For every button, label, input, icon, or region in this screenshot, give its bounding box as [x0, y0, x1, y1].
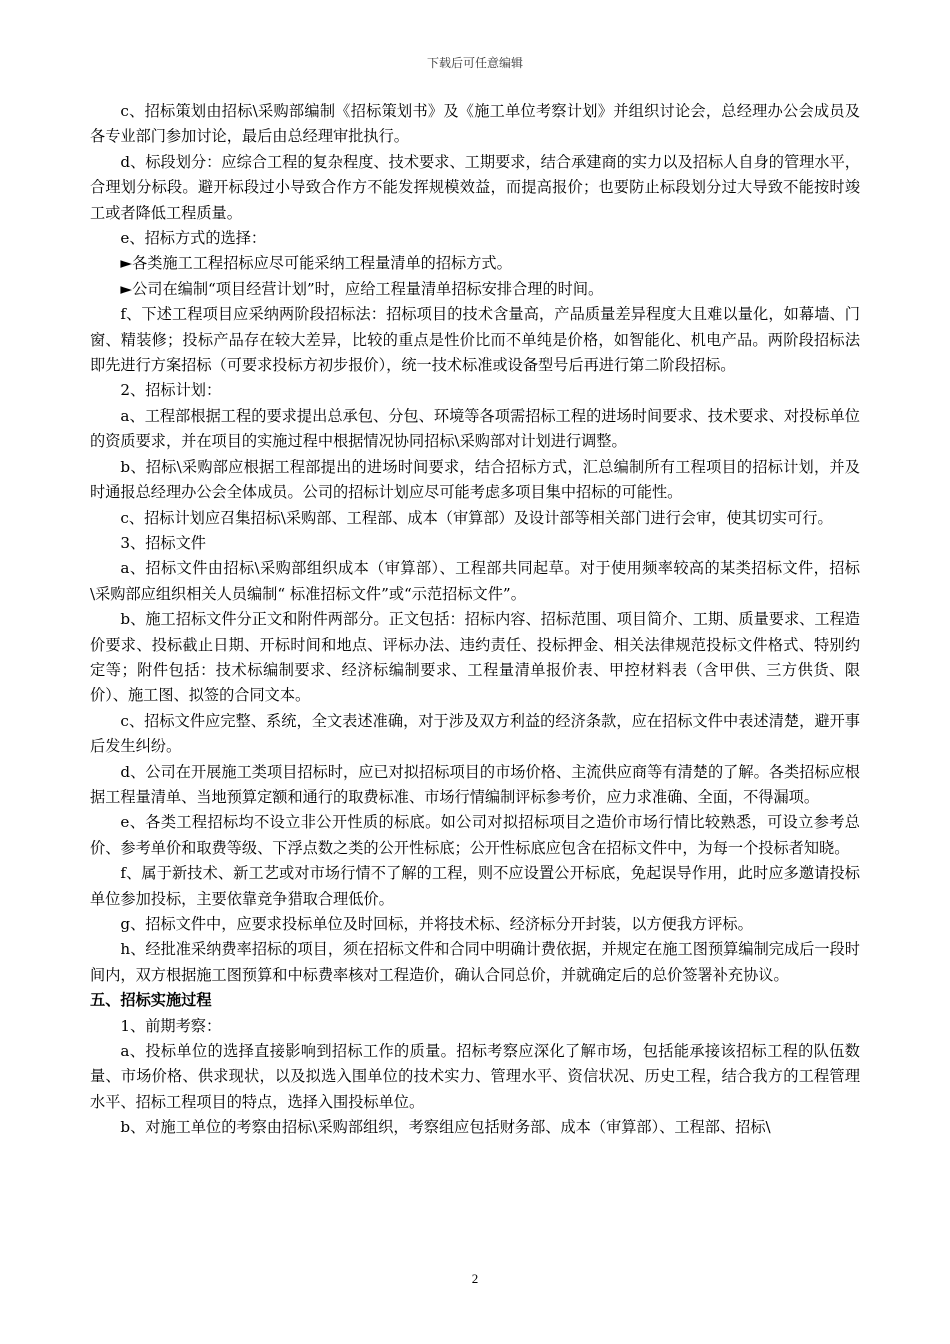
- paragraph: g、招标文件中，应要求投标单位及时回标，并将技术标、经济标分开封装，以方便我方评标。: [120, 915, 753, 933]
- paragraph: b、施工招标文件分正文和附件两部分。正文包括：招标内容、招标范围、项目简介、工期、质量要求、工程造价要求、投标截止日期、开标时间和地点、评标办法、违约责任、投标押金、相关法律规范投标文件格式、特别约定等；附件包括：技术标编制要求、经济标编制要求、工程量清单报价表、甲控材料表（含甲供、三方供货、限价）、施工图、拟签的合同文本。: [90, 610, 860, 705]
- page-header: 下载后可任意编辑: [426, 56, 523, 70]
- bullet-item: ►公司在编制“项目经营计划”时，应给工程量清单招标安排合理的时间。: [120, 279, 604, 298]
- paragraph: h、经批准采纳费率招标的项目，须在招标文件和合同中明确计费依据，并规定在施工图预算编制完成后一段时间内，双方根据施工图预算和中标费率核对工程造价，确认合同总价，并就确定后的总价签署补充协议。: [90, 940, 860, 984]
- subsection-title: 3、招标文件: [120, 533, 206, 552]
- paragraph: c、招标文件应完整、系统，全文表述准确，对于涉及双方利益的经济条款，应在招标文件中表述清楚，避开事后发生纠纷。: [90, 711, 860, 756]
- paragraph: d、公司在开展施工类项目招标时，应已对拟招标项目的市场价格、主流供应商等有清楚的了解。各类招标应根据工程量清单、当地预算定额和通行的取费标准、市场行情编制评标参考价，应力求准确、全面，不得漏项。: [90, 762, 860, 806]
- subsection-title: 2、招标计划：: [120, 381, 222, 400]
- paragraph: c、招标策划由招标\采购部编制《招标策划书》及《施工单位考察计划》并组织讨论会，总经理办公会成员及各专业部门参加讨论，最后由总经理审批执行。: [90, 102, 860, 146]
- paragraph: e、各类工程招标均不设立非公开性质的标底。如公司对拟招标项目之造价市场行情比较熟悉，可设立参考总价、参考单价和取费等级、下浮点数之类的公开性标底；公开性标底应包含在招标文件中，为每一个投标者知晓。: [90, 813, 860, 857]
- paragraph: b、招标\采购部应根据工程部提出的进场时间要求，结合招标方式，汇总编制所有工程项目的招标计划，并及时通报总经理办公会全体成员。公司的招标计划应尽可能考虑多项目集中招标的可能性。: [90, 457, 860, 502]
- bullet-item: ►各类施工工程招标应尽可能采纳工程量清单的招标方式。: [120, 254, 512, 273]
- section-heading: 五、招标实施过程: [90, 991, 212, 1010]
- paragraph: a、招标文件由招标\采购部组织成本（审算部）、工程部共同起草。对于使用频率较高的某类招标文件，招标\采购部应组织相关人员编制“ 标准招标文件”或“示范招标文件”。: [90, 559, 860, 603]
- paragraph: c、招标计划应召集招标\采购部、工程部、成本（审算部）及设计部等相关部门进行会审，使其切实可行。: [120, 508, 833, 527]
- document-body: [90, 99, 860, 1141]
- paragraph: a、投标单位的选择直接影响到招标工作的质量。招标考察应深化了解市场，包括能承接该招标工程的队伍数量、市场价格、供求现状，以及拟选入围单位的技术实力、管理水平、资信状况、历史工程，结合我方的工程管理水平、招标工程项目的特点，选择入围投标单位。: [90, 1042, 860, 1111]
- paragraph: a、工程部根据工程的要求提出总承包、分包、环境等各项需招标工程的进场时间要求、技术要求、对投标单位的资质要求，并在项目的实施过程中根据情况协同招标\采购部对计划进行调整。: [90, 406, 860, 451]
- paragraph: f、下述工程项目应采纳两阶段招标法：招标项目的技术含量高，产品质量差异程度大且难以量化，如幕墙、门窗、精装修；投标产品存在较大差异，比较的重点是性价比而不单纯是价格，如智能化、机电产品。两阶段招标法即先进行方案招标（可要求投标方初步报价），统一技术标准或设备型号后再进行第二阶段招标。: [90, 305, 860, 375]
- paragraph: f、属于新技术、新工艺或对市场行情不了解的工程，则不应设置公开标底，免起误导作用，此时应多邀请投标单位参加投标，主要依靠竞争猎取合理低价。: [90, 864, 860, 908]
- subsection-title: 1、前期考察：: [120, 1016, 222, 1035]
- page-number: 2: [471, 1271, 479, 1286]
- paragraph: e、招标方式的选择：: [120, 229, 267, 248]
- paragraph: b、对施工单位的考察由招标\采购部组织，考察组应包括财务部、成本（审算部）、工程部、招标\: [120, 1118, 771, 1137]
- paragraph: d、标段划分：应综合工程的复杂程度、技术要求、工期要求，结合承建商的实力以及招标人自身的管理水平，合理划分标段。避开标段过小导致合作方不能发挥规模效益，而提高报价；也要防止标段划分过大导致不能按时竣工或者降低工程质量。: [90, 152, 860, 222]
